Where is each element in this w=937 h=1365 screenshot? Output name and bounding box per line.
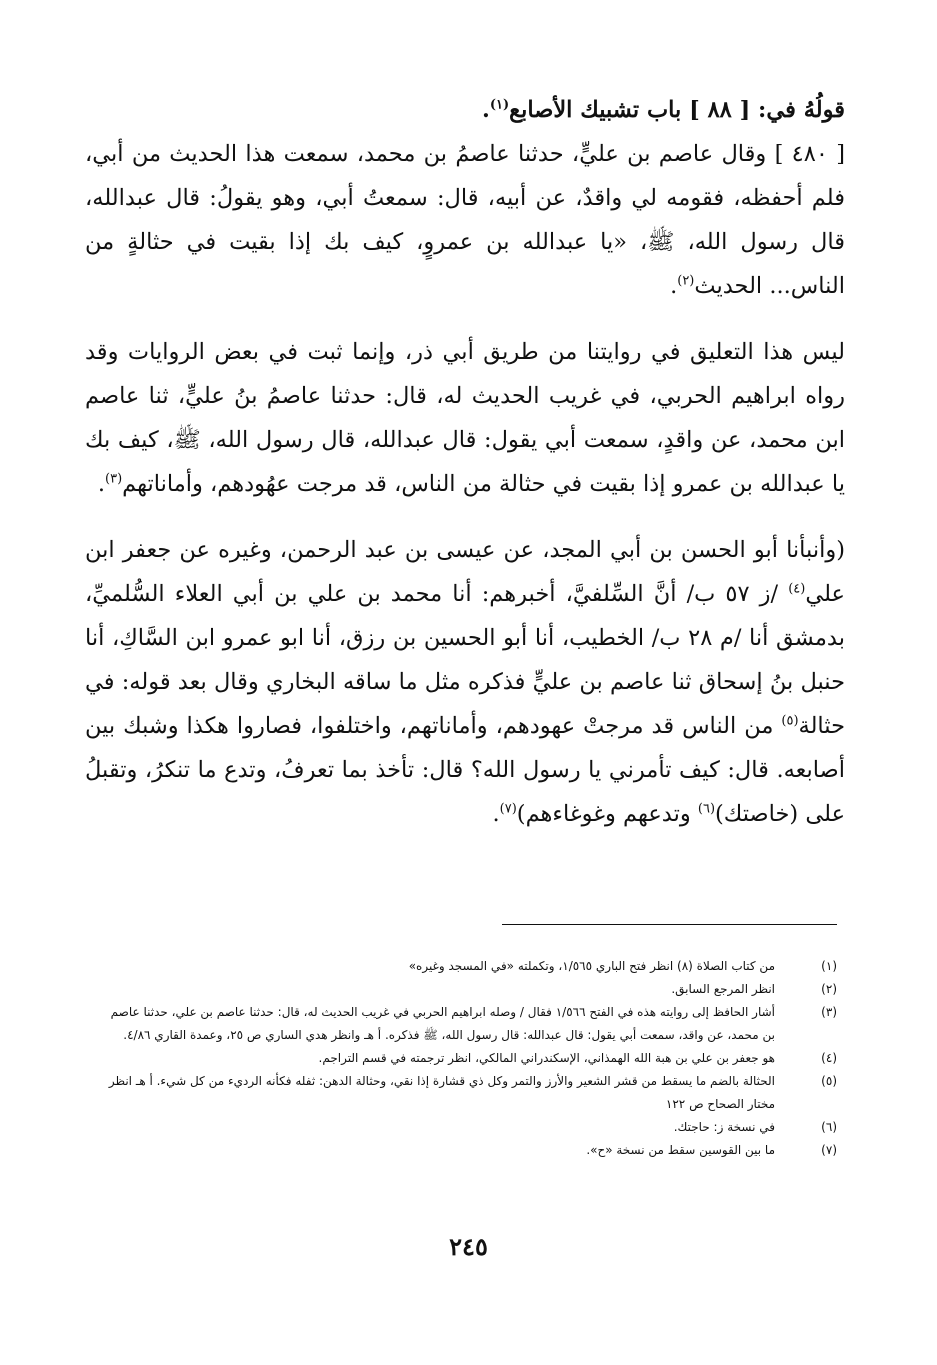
hadith-paragraph — [85, 132, 845, 308]
footnote-ref-7: (٧) — [499, 801, 517, 817]
footnote-text: ما بين القوسين سقط من نسخة «ح». — [586, 1143, 775, 1157]
footnote-2 — [107, 978, 837, 1001]
footnote-number: (٧) — [821, 1143, 837, 1157]
footnote-number: (٥) — [821, 1074, 837, 1088]
footnote-ref-5: (٥) — [781, 713, 799, 729]
footnote-ref-1: (١) — [489, 97, 510, 113]
footnote-number: (٢) — [821, 982, 837, 996]
commentary-end: . — [97, 471, 105, 497]
footnote-text: الحثالة بالضم ما يسقط من قشر الشعير والأرز والتمر وكل ذي قشارة إذا نقي، وحثالة الدهن: ثفله فكأنه الرديء من كل شيء. أ هـ انظر مختار الصحاح ص ١٢٢ — [108, 1074, 775, 1111]
isnad-text-2: /ز ٥٧ ب/ أنَّ السِّلفيَّ، أخبرهم: أنا محمد بن علي بن أبي العلاء السُّلميِّ، بدمشق أنا /م ٢٨ ب/ الخطيب، أنا أبو الحسين بن رزق، أنا ابو عمرو ابن السَّاكِ، أنا حنبل بنُ إسحاق ثنا عاصم بن عليٍّ فذكره مثل ما ساقه البخاري وقال بعد قوله: في حثالة — [85, 581, 845, 739]
hadith-end: . — [670, 273, 678, 299]
footnote-text: أشار الحافظ إلى روايته هذه في الفتح ١/٥٦٦ فقال / وصله ابراهيم الحربي في غريب الحديث له، قال: حدثنا عاصم بن علي، حدثنا عاصم بن محمد، عن واقد، سمعت أبي يقول: قال عبدالله: قال رسول الله، ﷺ فذكره. أ هـ وانظر هدي الساري ص ٢٥، وعمدة القاري ٤/٨٦. — [110, 1005, 775, 1042]
footnote-4 — [107, 1047, 837, 1070]
footnote-number: (٣) — [821, 1005, 837, 1019]
main-text — [85, 88, 845, 836]
isnad-end: . — [492, 801, 500, 827]
footnote-6 — [107, 1116, 837, 1139]
hadith-text: [ ٤٨٠ ] وقال عاصم بن عليٍّ، حدثنا عاصمُ بن محمد، سمعت هذا الحديث من أبي، فلم أحفظه، فقومه لي واقدٌ، عن أبيه، قال: سمعتُ أبي، وهو يقولُ: قال عبدالله، قال رسول الله، ﷺ، «يا عبدالله بن عمروٍ، كيف بك إذا بقيت في حثالةٍ من الناس... الحديث — [85, 141, 845, 299]
footnote-5 — [107, 1070, 837, 1116]
footnote-text: في نسخة ز: حاجتك. — [673, 1120, 775, 1134]
footnote-text: انظر المرجع السابق. — [671, 982, 775, 996]
footnote-ref-2: (٢) — [677, 273, 695, 289]
footnote-divider — [502, 924, 837, 925]
footnotes — [107, 955, 837, 1162]
isnad-text-3: من الناس قد مرجتْ عهودهم، وأماناتهم، واختلفوا، فصاروا هكذا وشبك بين أصابعه. قال: كيف تأمرني يا رسول الله؟ قال: تأخذ بما تعرفُ، وتدع ما تنكرُ، وتقبلُ على (خاصتك) — [85, 713, 845, 827]
footnote-7 — [107, 1139, 837, 1162]
heading-end: . — [481, 97, 490, 123]
isnad-paragraph — [85, 528, 845, 836]
footnote-number: (٤) — [821, 1051, 837, 1065]
footnote-3 — [107, 1001, 837, 1047]
footnote-number: (١) — [821, 959, 837, 973]
footnote-number: (٦) — [821, 1120, 837, 1134]
footnote-ref-3: (٣) — [105, 471, 123, 487]
chapter-heading-text: قولُهُ في: [ ٨٨ ] باب تشبيك الأصابع — [509, 97, 845, 123]
footnote-ref-6: (٦) — [697, 801, 716, 817]
footnote-1 — [107, 955, 837, 978]
footnote-ref-4: (٤) — [788, 581, 806, 597]
commentary-text: ليس هذا التعليق في روايتنا من طريق أبي ذر، وإنما ثبت في بعض الروايات وقد رواه ابراهيم الحربي، في غريب الحديث له، قال: حدثنا عاصمُ بنُ عليٍّ، ثنا عاصم ابن محمد، عن واقدٍ، سمعت أبي يقول: قال عبدالله، قال رسول الله، ﷺ، كيف بك يا عبدالله بن عمرو إذا بقيت في حثالة من الناس، قد مرجت عهُودهم، وأماناتهم — [85, 339, 845, 497]
commentary-paragraph — [85, 330, 845, 506]
footnote-text: من كتاب الصلاة (٨) انظر فتح الباري ١/٥٦٥، وتكملته «في المسجد وغيره» — [408, 959, 775, 973]
isnad-text-4: وتدعهم وغوغاءهم) — [516, 801, 698, 827]
chapter-heading — [85, 88, 845, 132]
isnad-text-1: (وأنبأنا أبو الحسن بن أبي المجد، عن عيسى بن عبد الرحمن، وغيره عن جعفر ابن علي — [85, 537, 845, 607]
footnote-text: هو جعفر بن علي بن هبة الله الهمذاني، الإسكندراني المالكي، انظر ترجمته في قسم التراجم. — [318, 1051, 775, 1065]
page-number: ٢٤٥ — [449, 1232, 488, 1261]
